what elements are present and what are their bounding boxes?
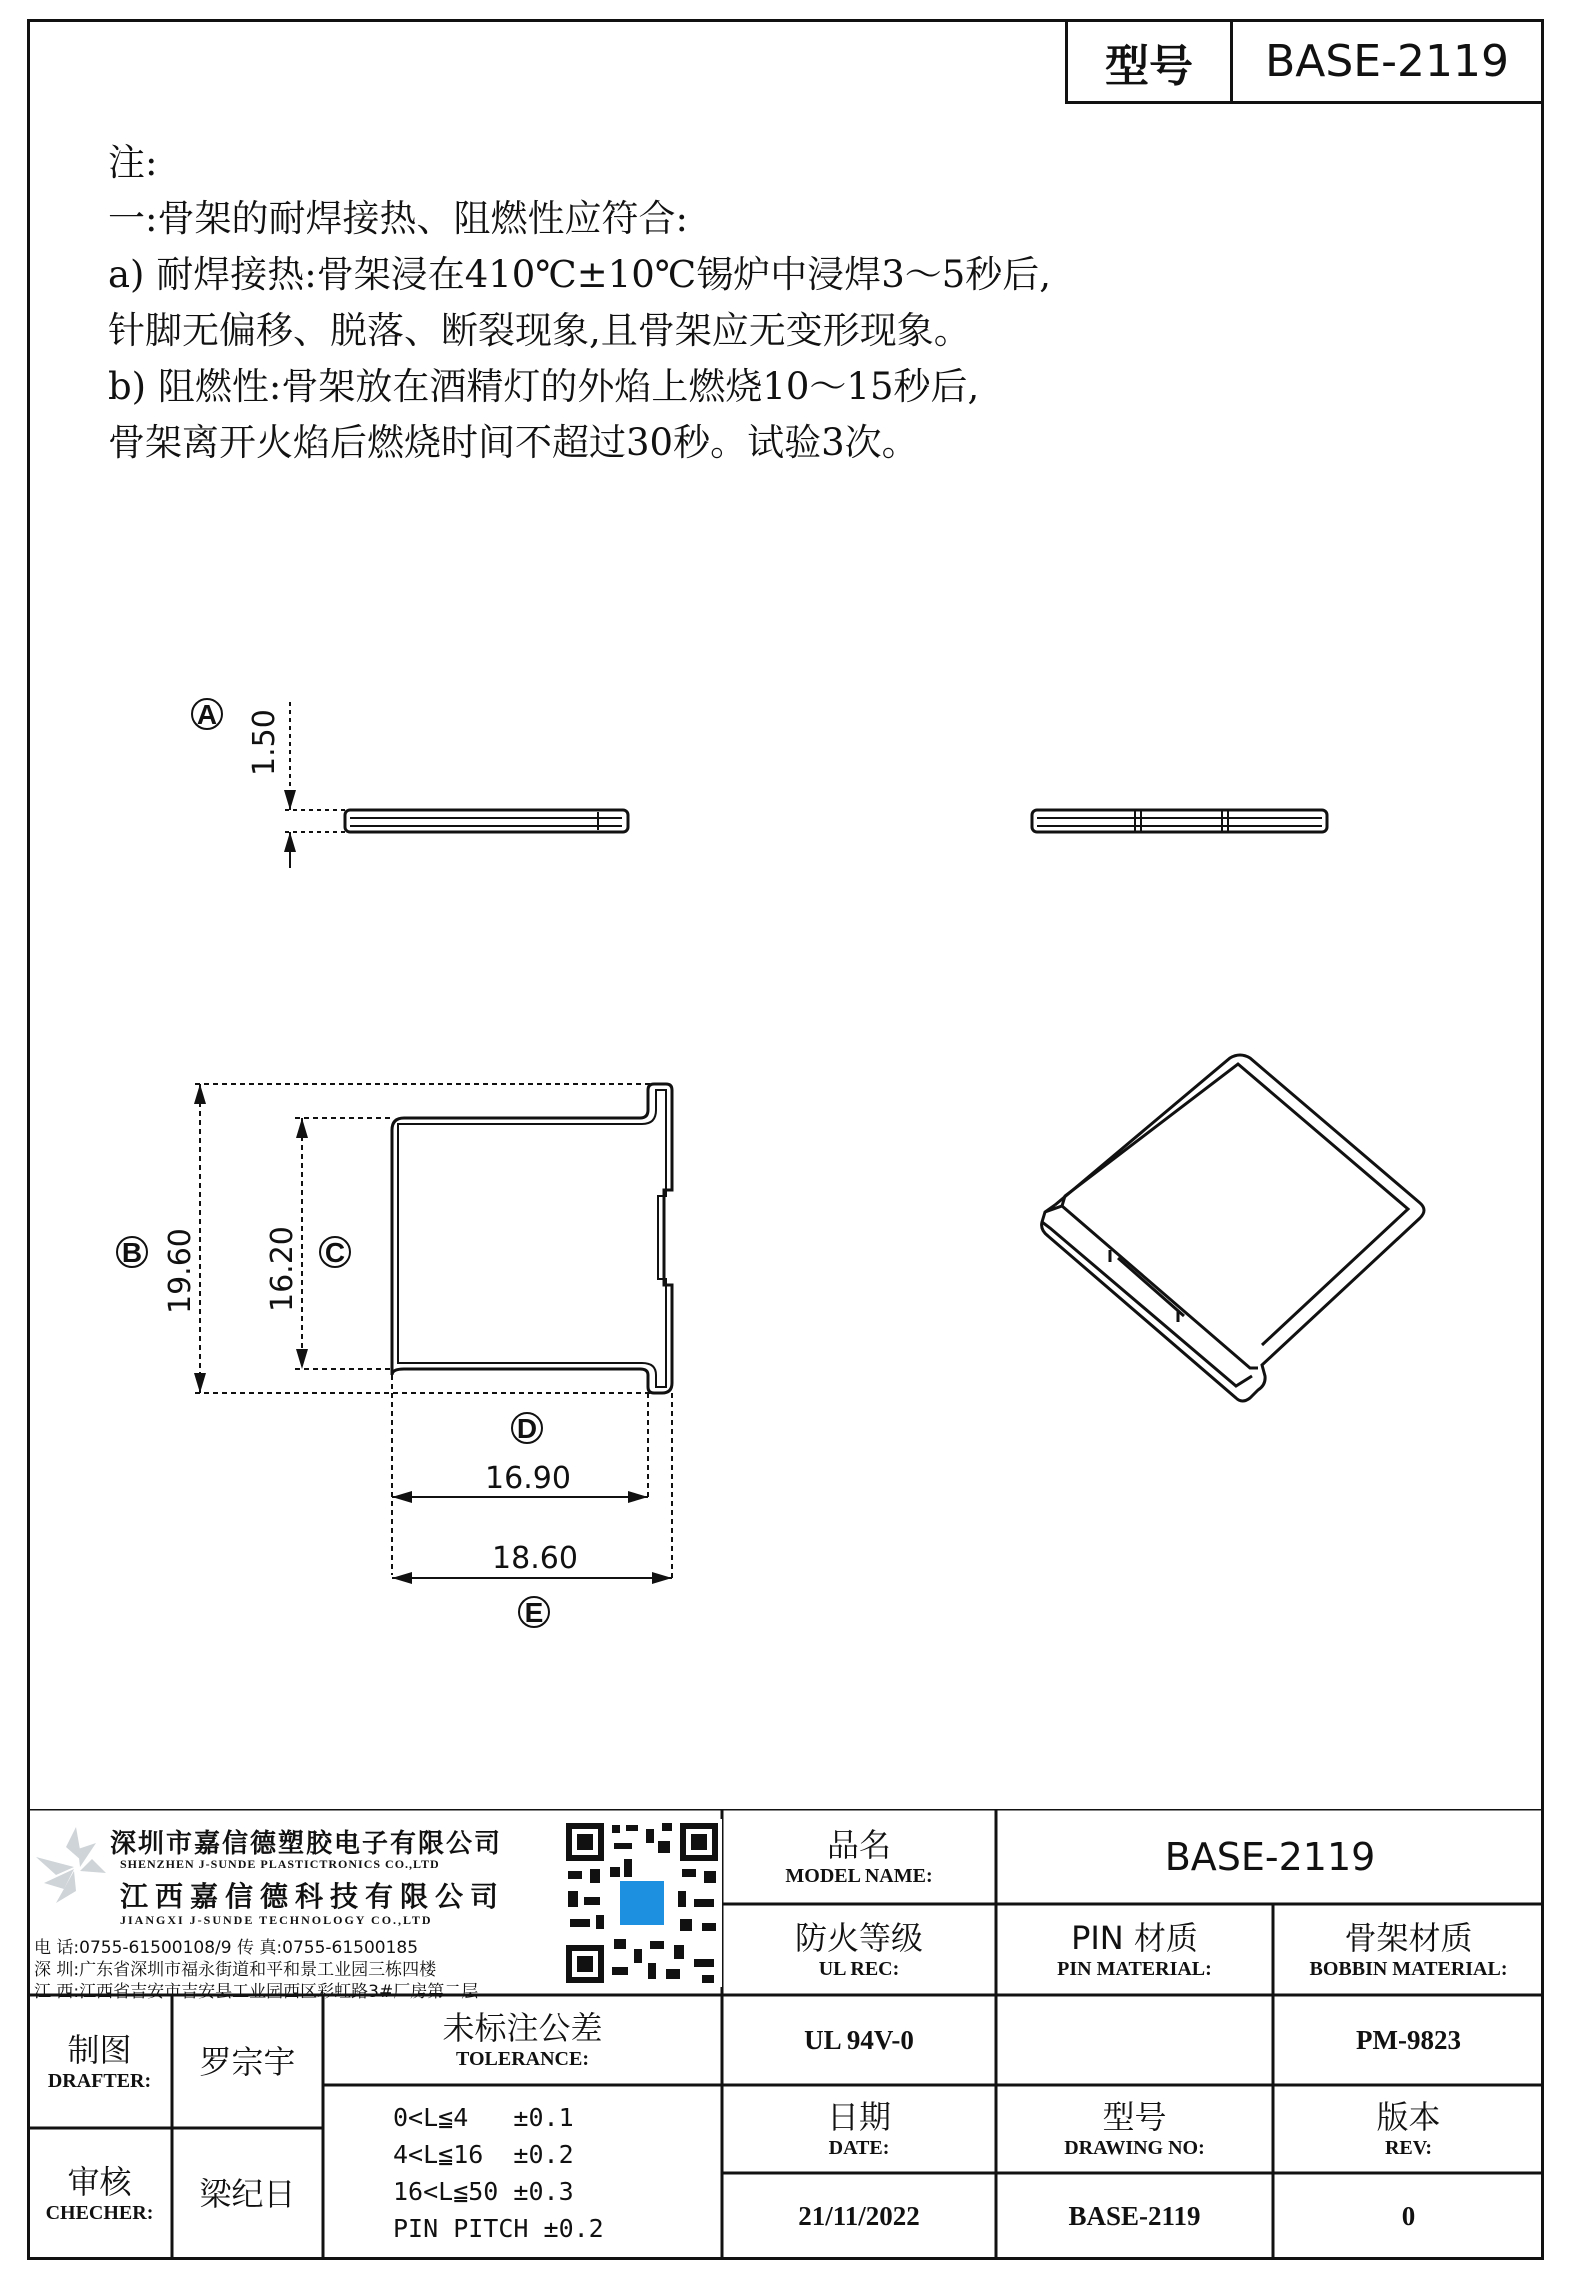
company-address-jiangxi: 江 西:江西省吉安市吉安县工业园西区彩虹路3#厂房第二层: [34, 1982, 479, 2002]
dimension-c-marker: C: [324, 1237, 346, 1268]
dimension-d-marker: D: [516, 1413, 538, 1444]
company-name-jiangxi-en: JIANGXI J-SUNDE TECHNOLOGY CO.,LTD: [120, 1913, 433, 1927]
side-view-left: [345, 810, 628, 832]
pin-material-label: [996, 1904, 1273, 1995]
note-line: b) 阻燃性:骨架放在酒精灯的外焰上燃烧10～15秒后,: [108, 365, 980, 408]
checker-label: [27, 2128, 172, 2260]
bobbin-material-label-en: BOBBIN MATERIAL:: [1309, 1957, 1508, 1980]
bobbin-material-label: [1273, 1904, 1544, 1995]
rev-label-en: REV:: [1384, 2137, 1433, 2159]
isometric-view: [1042, 1055, 1424, 1401]
pin-material-label-zh: PIN 材质: [1071, 1918, 1198, 1957]
model-header-label: 型号: [1068, 22, 1233, 101]
top-view-outline: [392, 1084, 672, 1393]
qr-code: [562, 1819, 722, 1987]
dimension-c-value: 16.20: [265, 1226, 300, 1312]
drafter-name: 罗宗宇: [199, 2042, 296, 2081]
rev-label-zh: 版本: [1376, 2098, 1441, 2136]
note-line: 针脚无偏移、脱落、断裂现象,且骨架应无变形现象。: [108, 309, 971, 352]
dimension-b-marker: B: [121, 1237, 143, 1268]
company-name-shenzhen: 深圳市嘉信德塑胶电子有限公司: [110, 1829, 503, 1859]
drafter-label-en: DRAFTER:: [47, 2069, 152, 2092]
note-line: 骨架离开火焰后燃烧时间不超过30秒。试验3次。: [108, 421, 919, 464]
tolerance-row: 4<L≦16 ±0.2: [393, 2139, 574, 2169]
model-name-label-en: MODEL NAME:: [785, 1864, 933, 1887]
dimension-a-marker: A: [196, 699, 218, 730]
rev-value-text: 0: [1401, 2201, 1416, 2231]
date-label-zh: 日期: [826, 2098, 891, 2136]
dimension-d-value: 16.90: [485, 1461, 571, 1496]
dimension-a-value: 1.50: [247, 709, 282, 776]
checker-value: [172, 2128, 323, 2260]
company-address-shenzhen: 深 圳:广东省深圳市福永街道和平和景工业园三栋四楼: [34, 1960, 437, 1980]
drafter-value: [172, 1995, 323, 2128]
rev-value: [1273, 2173, 1544, 2260]
ul-rec-value: [722, 1995, 996, 2085]
dimension-e-value: 18.60: [492, 1541, 578, 1576]
checker-label-en: CHECHER:: [45, 2202, 154, 2224]
company-phone-fax: 电 话:0755-61500108/9 传 真:0755-61500185: [34, 1938, 419, 1958]
bobbin-material-value-text: PM-9823: [1356, 2024, 1461, 2055]
model-header-value: BASE-2119: [1265, 36, 1509, 87]
company-name-jiangxi: 江西嘉信德科技有限公司: [120, 1880, 506, 1913]
ul-rec-value-text: UL 94V-0: [804, 2024, 914, 2055]
drawing-no-label-en: DRAWING NO:: [1064, 2137, 1205, 2159]
note-line: a) 耐焊接热:骨架浸在410℃±10℃锡炉中浸焊3～5秒后,: [108, 253, 1052, 296]
side-view-right: [1032, 810, 1327, 832]
model-name-label: [722, 1809, 996, 1904]
tolerance-row: 16<L≦50 ±0.3: [393, 2176, 574, 2206]
title-block: [27, 1809, 1544, 2260]
rev-label: [1273, 2085, 1544, 2173]
date-value: [722, 2173, 996, 2260]
checker-label-zh: 审核: [67, 2163, 132, 2201]
note-line: 一:骨架的耐焊接热、阻燃性应符合:: [108, 197, 688, 240]
pin-material-value: [996, 1995, 1273, 2085]
model-name-value: [996, 1809, 1544, 1904]
tolerance-row: PIN PITCH ±0.2: [393, 2213, 604, 2243]
tolerance-label: [323, 1995, 722, 2085]
drafter-label-zh: 制图: [67, 2030, 132, 2069]
checker-name: 梁纪日: [199, 2175, 296, 2213]
model-name-value-text: BASE-2119: [1164, 1834, 1376, 1879]
model-name-label-zh: 品名: [826, 1825, 891, 1864]
note-line: 注:: [108, 141, 158, 184]
drawing-no-value-text: BASE-2119: [1068, 2201, 1201, 2231]
drawing-no-label-zh: 型号: [1102, 2098, 1167, 2136]
date-label: [722, 2085, 996, 2173]
pin-material-label-en: PIN MATERIAL:: [1057, 1957, 1212, 1980]
ul-rec-label-zh: 防火等级: [794, 1918, 923, 1957]
drawing-no-value: [996, 2173, 1273, 2260]
company-logo: [36, 1827, 106, 1907]
ul-rec-label-en: UL REC:: [818, 1957, 900, 1980]
bobbin-material-label-zh: 骨架材质: [1344, 1918, 1473, 1957]
ul-rec-label: [722, 1904, 996, 1995]
dimension-b-value: 19.60: [163, 1228, 198, 1314]
date-value-text: 21/11/2022: [798, 2201, 920, 2231]
tolerance-label-zh: 未标注公差: [442, 2009, 603, 2047]
tolerance-row: 0<L≦4 ±0.1: [393, 2102, 574, 2132]
drawing-no-label: [996, 2085, 1273, 2173]
tolerance-table: [323, 2085, 722, 2260]
date-label-en: DATE:: [828, 2137, 890, 2159]
company-name-shenzhen-en: SHENZHEN J-SUNDE PLASTICTRONICS CO.,LTD: [120, 1857, 440, 1871]
tolerance-label-en: TOLERANCE:: [456, 2048, 589, 2070]
bobbin-material-value: [1273, 1995, 1544, 2085]
dimension-e-marker: E: [524, 1597, 544, 1628]
drafter-label: [27, 1995, 172, 2128]
company-info: [32, 1815, 722, 2002]
